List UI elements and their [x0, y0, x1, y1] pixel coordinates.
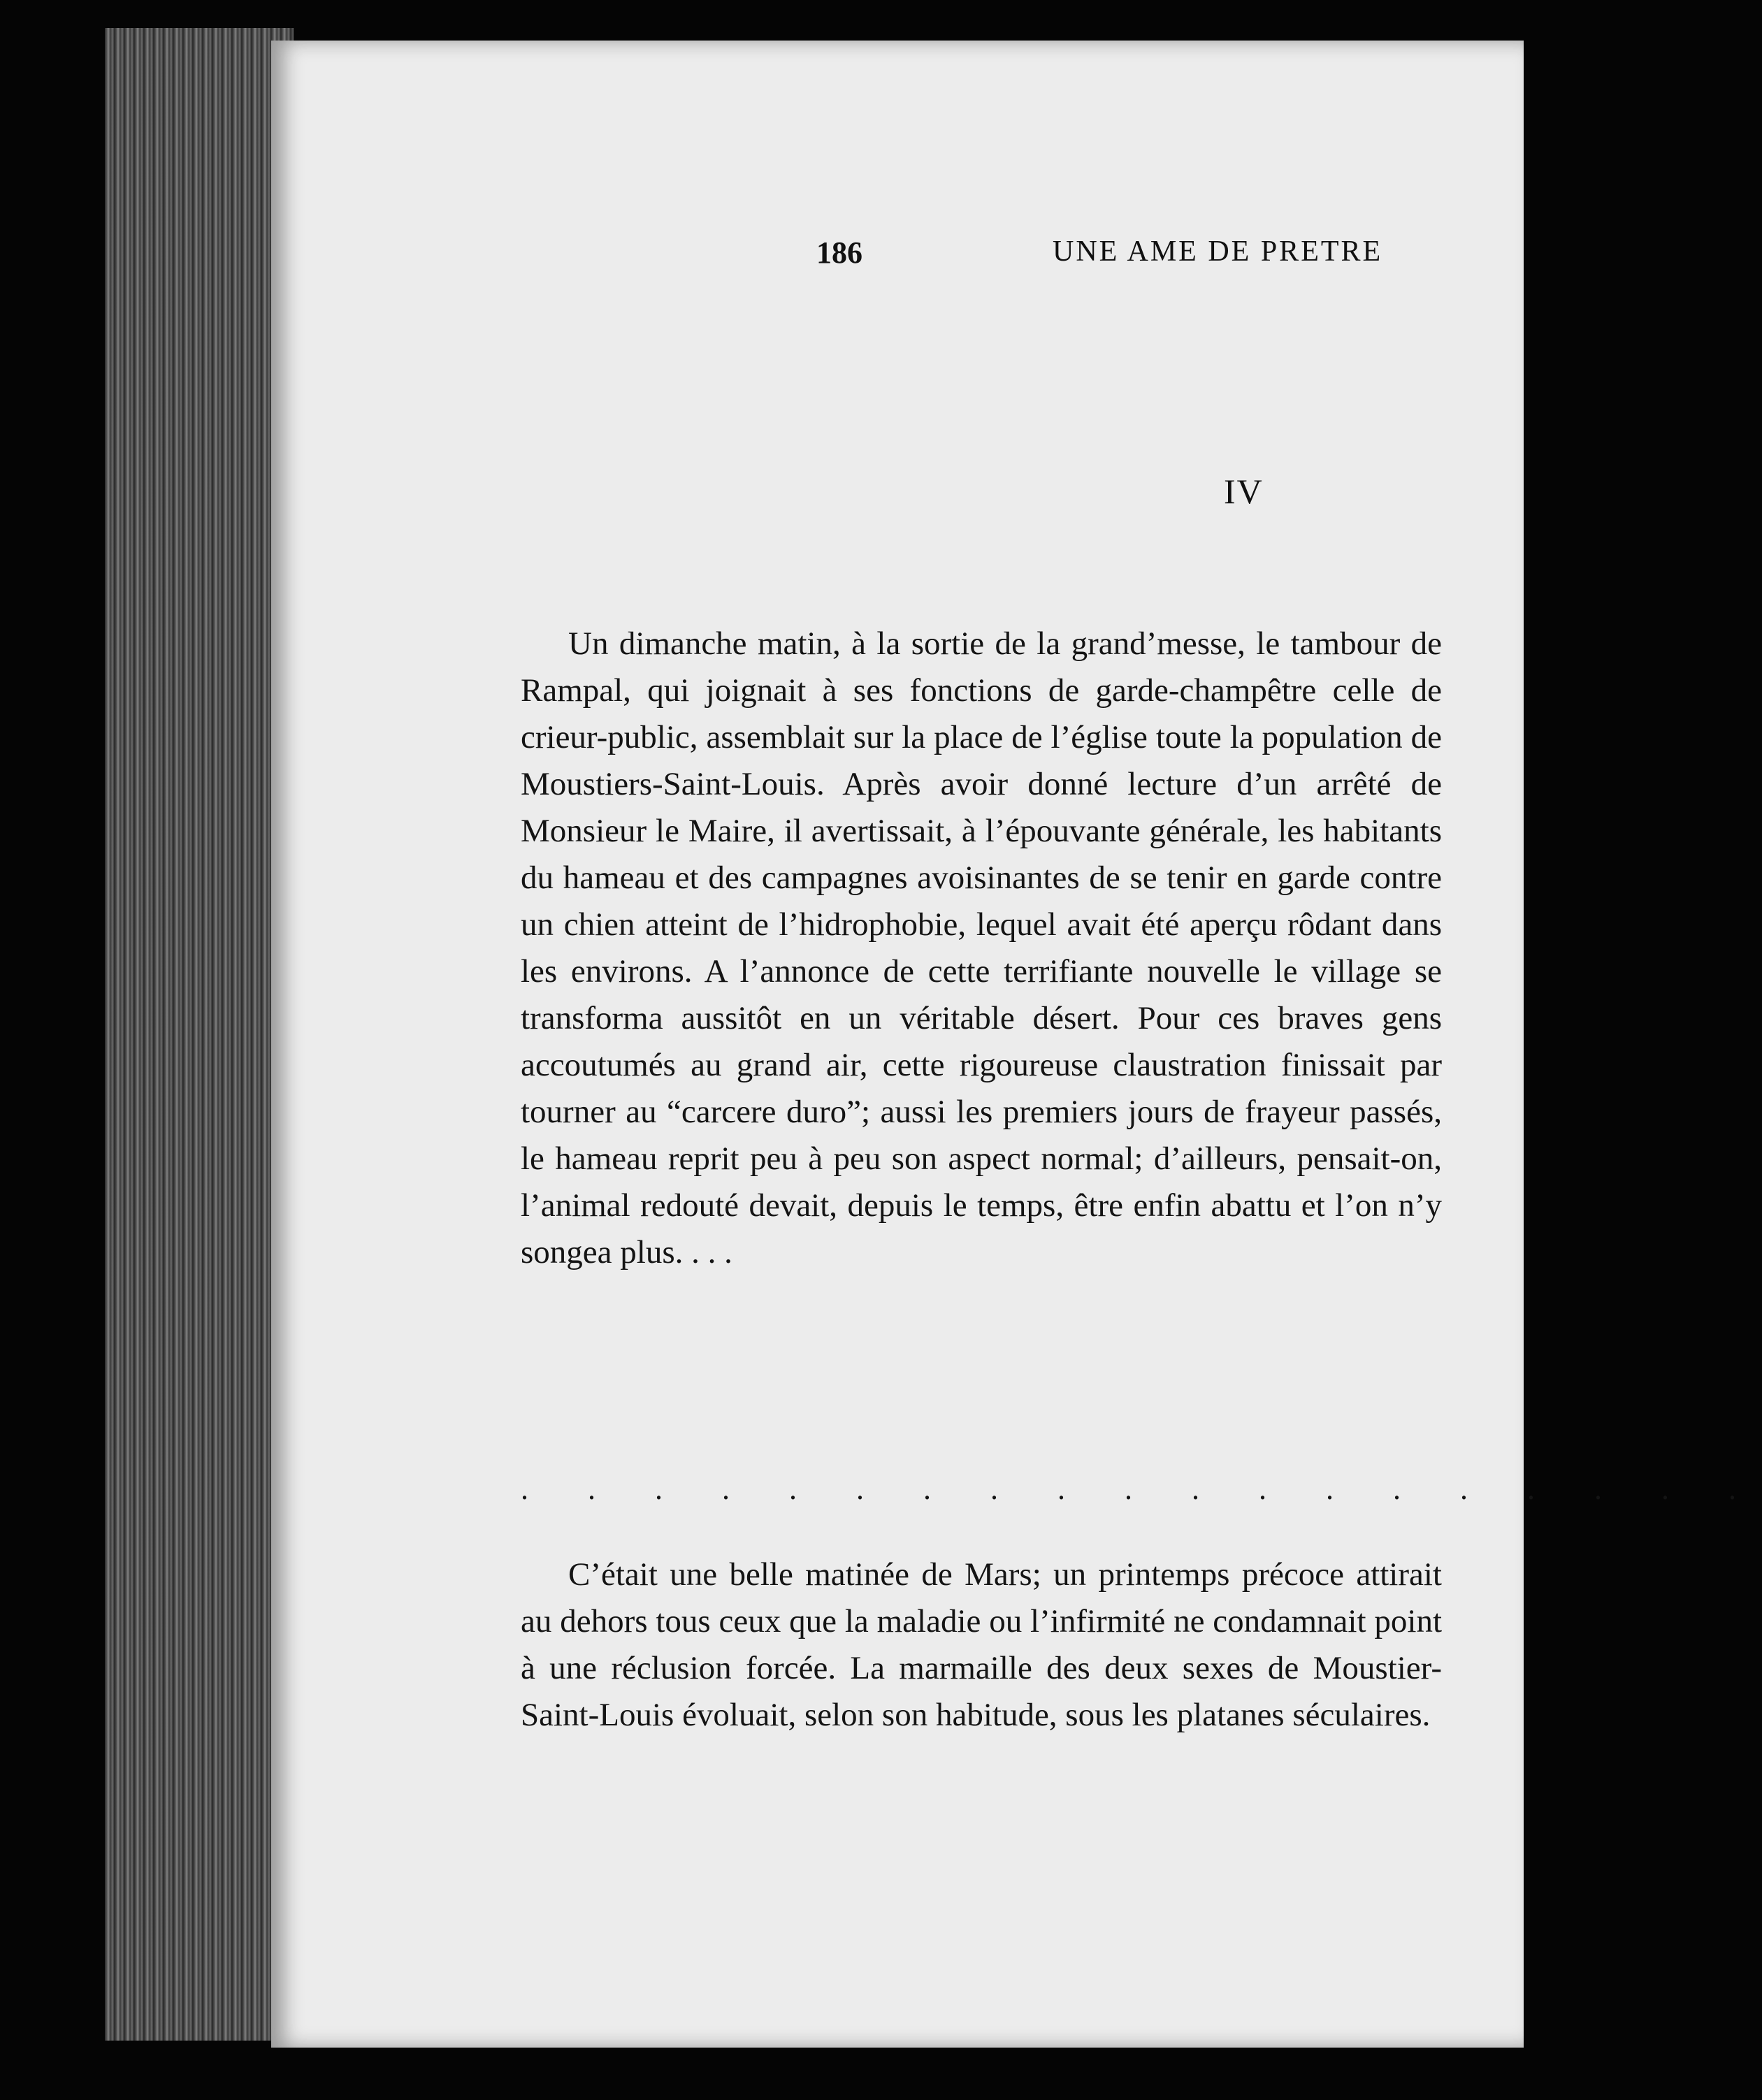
book-title: UNE AME DE PRETRE — [1053, 236, 1383, 268]
chapter-number: IV — [1224, 472, 1264, 511]
book-edge — [105, 28, 294, 2041]
paragraph-2: C’était une belle matinée de Mars; un printemps précoce attirait au dehors tous ceux que la maladie ou l’infirmité ne condamnait point à une réclusion forcée. La marmaille des deux sexes de Moustier-Saint-Louis évoluait, selon son habitude, sous les platanes séculaires. — [521, 1556, 1442, 1733]
section-separator: . . . . . . . . . . . . . . . . . . . — [521, 1472, 1762, 1506]
page-number: 186 — [816, 236, 862, 270]
running-head — [271, 235, 1524, 277]
paragraph-1: Un dimanche matin, à la sortie de la grand’messe, le tambour de Rampal, qui joignait à ses fonctions de garde-champêtre celle de crieur-public, assemblait sur la place de l’église toute la population de Moustiers-Saint-Louis. Après avoir donné lecture d’un arrêté de Monsieur le Maire, il avertissait, à l’épouvante générale, les habitants du hameau et des campagnes avoisinantes de se tenir en garde contre un chien atteint de l’hidrophobie, lequel avait été aperçu rôdant dans les environs. A l’annonce de cette terrifiante nouvelle le village se transforma aussitôt en un véritable désert. Pour ces braves gens accoutumés au grand air, cette rigoureuse claustration finissait par tourner au “carcere duro”; aussi les premiers jours de frayeur passés, le hameau reprit peu à peu son aspect normal; d’ailleurs, pensait-on, l’animal redouté devait, depuis le temps, être enfin abattu et l’on n’y songea plus. . . . — [521, 625, 1442, 1270]
